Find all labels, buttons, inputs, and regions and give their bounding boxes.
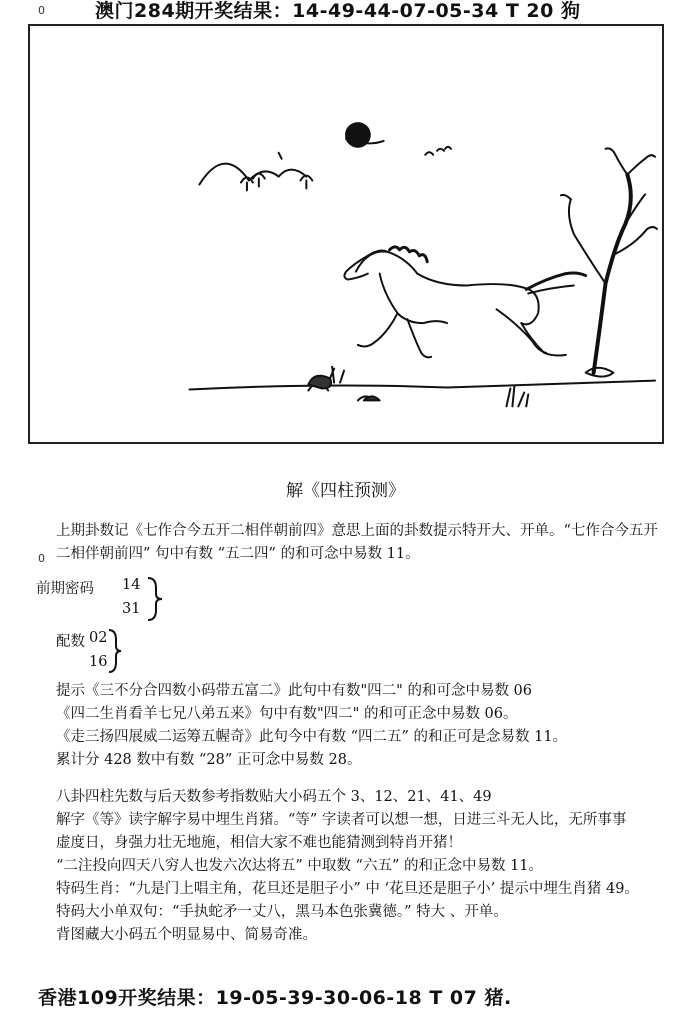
pair-numbers-label: 配数 <box>56 634 85 650</box>
analysis-line: 特码生肖：“九是门上唱主角，花旦还是胆子小” 中 ‘花旦还是胆子小’ 提示中埋生肖猪 49。 <box>56 881 639 897</box>
hongkong-result-footer: 香港109开奖结果：19-05-39-30-06-18 T 07 猪. <box>38 987 512 1009</box>
pair-number: 02 <box>89 630 108 646</box>
pair-number: 16 <box>89 654 108 670</box>
analysis-line: 特码大小单双句：“手执蛇矛一丈八，黑马本色张冀德。” 特大 、开单。 <box>56 904 508 920</box>
previous-code-number: 31 <box>122 601 141 617</box>
hint-line: 《四二生肖看羊七兄八弟五来》句中有数"四二" 的和可正念中易数 06。 <box>56 706 518 722</box>
section-title: 解《四柱预测》 <box>286 481 405 501</box>
brace-icon <box>106 628 124 674</box>
macau-result-header: 澳门284期开奖结果：14-49-44-07-05-34 T 20 狗 <box>95 0 581 22</box>
analysis-line: 背图藏大小码五个明显易中、简易奇准。 <box>56 927 317 943</box>
analysis-line: 解字《等》读字解字易中埋生肖猪。“等” 字读者可以想一想，日进三斗无人比，无所事事 <box>56 812 627 828</box>
intro-line: 上期卦数记《七作合今五开二相伴朝前四》意思上面的卦数提示特开大、开单。“七作合今五开 <box>56 523 658 539</box>
hints-block <box>56 680 676 772</box>
hint-line: 提示《三不分合四数小码带五富二》此句中有数"四二" 的和可念中易数 06 <box>56 683 533 699</box>
analysis-block <box>56 786 676 947</box>
corner-mark-middle: 0 <box>38 552 45 565</box>
analysis-line: “二注投向四天八穷人也发六次达将五” 中取数 “六五” 的和正念中易数 11。 <box>56 858 544 874</box>
intro-paragraph <box>56 520 676 566</box>
hint-line: 累计分 428 数中有数 “28” 正可念中易数 28。 <box>56 752 362 768</box>
horse-illustration <box>28 24 664 444</box>
corner-mark-top: 0 <box>38 4 45 17</box>
intro-line: 二相伴朝前四” 句中有数 “五二四” 的和可念中易数 11。 <box>56 546 420 562</box>
previous-code-label: 前期密码 <box>36 581 94 597</box>
analysis-line: 八卦四柱先数与后天数参考指数贴大小码五个 3、12、21、41、49 <box>56 789 492 805</box>
analysis-line: 虚度日，身强力壮无地施，相信大家不难也能猜测到特肖开猪！ <box>56 835 462 851</box>
galloping-horse-drawing <box>30 26 662 442</box>
hint-line: 《走三扬四展威二运筹五幄奇》此句今中有数 “四二五” 的和正可是念易数 11。 <box>56 729 568 745</box>
brace-icon <box>144 576 164 622</box>
previous-code-number: 14 <box>122 577 141 593</box>
